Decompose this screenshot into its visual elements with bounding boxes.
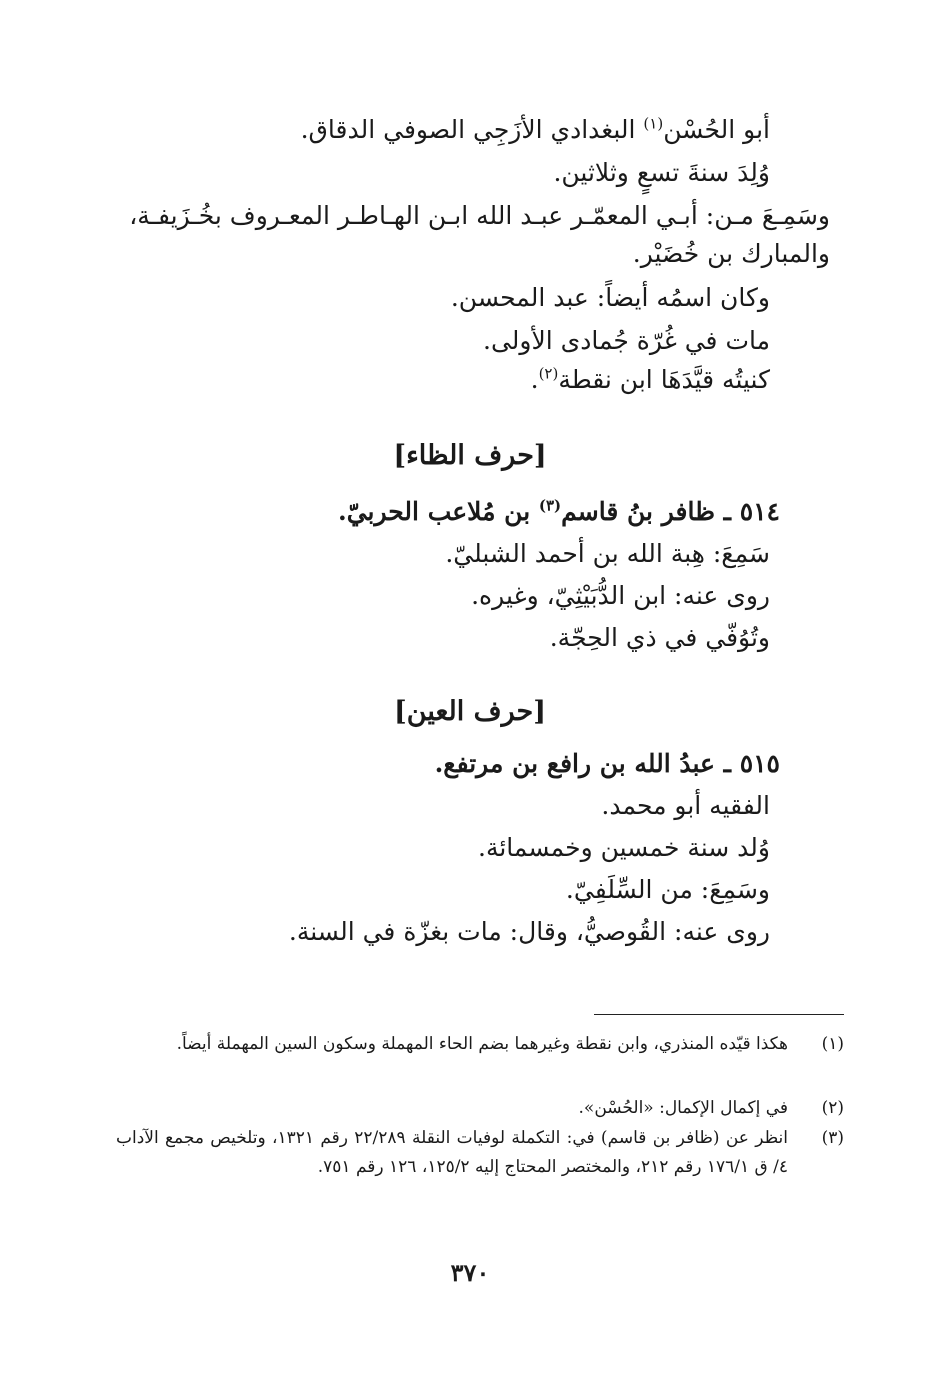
text-line: وُلِدَ سنةَ تسعٍ وثلاثين. xyxy=(553,158,770,187)
text-line: مات في غُرّة جُمادى الأولى. xyxy=(483,326,770,355)
text-line: وكان اسمُه أيضاً: عبد المحسن. xyxy=(450,283,770,312)
footnote-marker: (٢) xyxy=(538,364,559,383)
text-segment: ٥١٤ ـ ظافر بنُ قاسم xyxy=(561,497,780,526)
footnote-text: هكذا قيّده المنذري، وابن نقطة وغيرهما بضم الحاء المهملة وسكون السين المهملة أيضاً. xyxy=(176,1034,788,1054)
text-segment: أبو الحُسْن xyxy=(663,115,770,144)
text-line: الفقيه أبو محمد. xyxy=(601,791,770,820)
text-segment: البغدادي الأزَجِي الصوفي الدقاق. xyxy=(300,115,644,144)
text-line xyxy=(531,362,770,398)
footnote-marker: (١) xyxy=(643,114,664,133)
footnote-number: (٣) xyxy=(821,1128,844,1148)
text-line: والمبارك بن خُضَيْر. xyxy=(632,239,830,268)
entry-title: ٥١٥ ـ عبدُ الله بن رافع بن مرتفع. xyxy=(434,749,780,778)
text-line: وسَمِـعَ مـن: أبـي المعمّـر عبـد الله ابـن الهـاطـر المعـروف بخُـزَيفـة، xyxy=(129,201,830,230)
footnote-number: (٢) xyxy=(821,1098,844,1118)
text-line: وسَمِعَ: من السِّلَفِيّ. xyxy=(565,875,770,904)
section-heading: [حرف الظاء] xyxy=(393,440,547,471)
footnote-marker: (٣) xyxy=(538,496,562,515)
text-segment: بن مُلاعب الحربيّ. xyxy=(338,497,539,526)
footnote-separator xyxy=(594,1014,844,1015)
text-segment: كنيتُه قيَّدَهَا ابن نقطة xyxy=(558,365,770,394)
text-line: وتُوُفّي في ذي الحِجّة. xyxy=(549,623,770,652)
section-heading: [حرف العين] xyxy=(394,696,546,727)
footnote-text: انظر عن (ظافر بن قاسم) في: التكملة لوفيات النقلة ٢٢/٢٨٩ رقم ١٣٢١، وتلخيص مجمع الآداب ٤/ ق ١٧٦/١ رقم ٢١٢، والمختصر المحتاج إليه ١٢٥/٢، ١٢٦ رقم ٧٥١. xyxy=(116,1128,788,1177)
text-line: روى عنه: القُوصيُّ، وقال: مات بغزّة في السنة. xyxy=(288,917,770,946)
text-line: وُلد سنة خمسين وخمسمائة. xyxy=(478,833,770,862)
footnote-number: (١) xyxy=(821,1034,844,1054)
footnote-text: في إكمال الإكمال: «الحُسْن». xyxy=(578,1098,788,1118)
text-line: سَمِعَ: هِبة الله بن أحمد الشبليّ. xyxy=(445,539,770,568)
text-line xyxy=(301,112,770,148)
entry-title xyxy=(338,494,780,530)
text-line: روى عنه: ابن الدُّبَيْثِيّ، وغيره. xyxy=(471,581,770,610)
page-number: ٣٧٠ xyxy=(450,1258,490,1287)
text-segment: . xyxy=(530,365,539,394)
